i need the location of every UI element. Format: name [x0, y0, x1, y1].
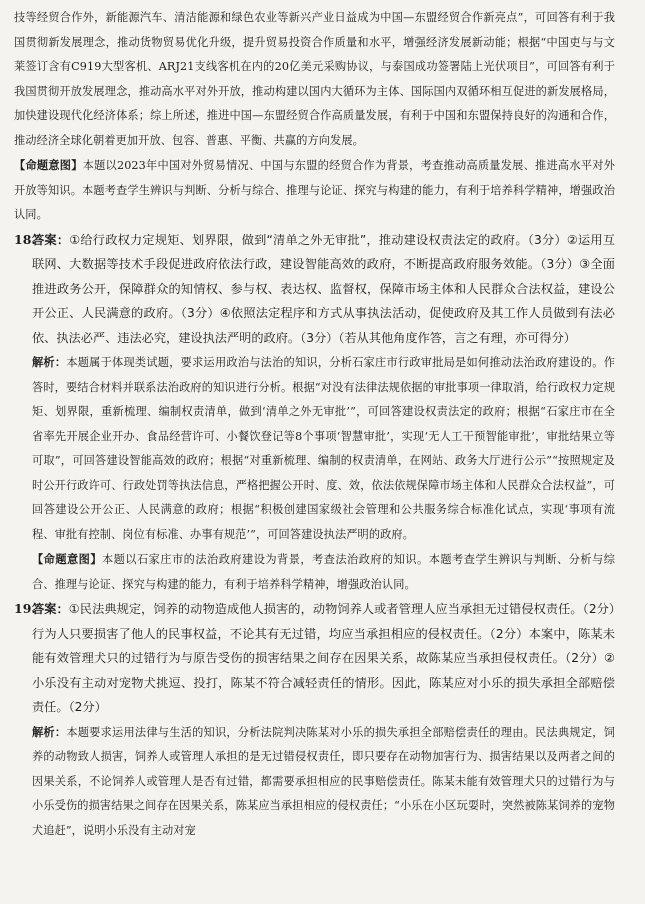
question-number: 19.	[14, 601, 36, 616]
analysis-19	[32, 720, 615, 844]
answer-label: 答案：	[32, 232, 70, 247]
analysis-text: 本题属于体现类试题，要求运用政治与法治的知识，分析石家庄市行政审批局是如何推动法治政府建设的。作答时，要结合材料并联系法治政府的知识进行分析。根据“对没有法律法规依据的审批事项一律取消，给行政权力定规矩、划界限，重新梳理、编制权责清单，做到‘清单之外无审批’”，可回答建设权责法定的政府；根据“石家庄市在全省率先开展企业开办、食品经营许可、小餐饮登记等8个事项‘智慧审批’，实现‘无人工干预智能审批’，审批结果立等可取”，可回答建设智能高效的政府；根据“对重新梳理、编制的权责清单，在网站、政务大厅进行公示”“按照规定及时公开行政许可、行政处罚等执法信息，严格把握公开时、度、效，依法依规保障市场主体和人民群众合法权益”，可回答建设公开公正、人民满意的政府；根据“积极创建国家级社会管理和公共服务综合标准化试点，实现‘事项有流程、审批有控制、岗位有标准、办事有规范’”，可回答建设执法严明的政府。	[32, 356, 615, 541]
intent-text: 本题以石家庄市的法治政府建设为背景，考查法治政府的知识。本题考查学生辨识与判断、分析与综合、推理与论证、探究与构建的能力，有利于培养科学精神，增强政治认同。	[32, 553, 615, 591]
answer-text: ①给行政权力定规矩、划界限，做到“清单之外无审批”，推动建设权责法定的政府。（3分）②运用互联网、大数据等技术手段促进政府依法行政，建设智能高效的政府，不断提高政府服务效能。（3分）③全面推进政务公开，保障群众的知情权、参与权、表达权、监督权，保障市场主体和人民群众合法权益，建设公开公正、人民满意的政府。（3分）④依照法定程序和方式从事执法活动，促使政府及其工作人员做到有法必依、执法必严、违法必究，建设执法严明的政府。（3分）（若从其他角度作答，言之有理，亦可得分）	[32, 232, 616, 345]
intent-label: 【命题意图】	[14, 158, 83, 172]
answer-text: ①民法典规定，饲养的动物造成他人损害的，动物饲养人或者管理人应当承担无过错侵权责任。（2分）行为人只要损害了他人的民事权益，不论其有无过错，均应当承担相应的侵权责任。（2分）本案中，陈某未能有效管理犬只的过错行为与原告受伤的损害结果之间存在因果关系，故陈某应当承担侵权责任。（2分）②小乐没有主动对宠物犬挑逗、投打，陈某不符合减轻责任的情形。因此，陈某应对小乐的损失承担全部赔偿责任。（2分）	[32, 602, 615, 714]
analysis-18	[32, 350, 615, 547]
question-18	[14, 228, 615, 598]
question-number: 18.	[14, 231, 36, 247]
intent-18	[32, 547, 615, 597]
analysis-text: 本题要求运用法律与生活的知识，分析法院判决陈某对小乐的损失承担全部赔偿责任的理由。民法典规定，饲养的动物致人损害，饲养人或管理人承担的是无过错侵权责任，即只要存在动物加害行为、损害结果以及两者之间的因果关系，不论饲养人或管理人是否有过错，都需要承担相应的民事赔偿责任。陈某未能有效管理犬只的过错行为与小乐受伤的损害结果之间存在因果关系，陈某应当承担相应的侵权责任；“小乐在小区玩耍时，突然被陈某饲养的宠物犬追赶”，说明小乐没有主动对宠	[32, 725, 615, 837]
analysis-label: 解析：	[32, 355, 67, 369]
answer-label: 答案：	[32, 602, 69, 616]
intro-intent	[14, 153, 615, 228]
intent-label: 【命题意图】	[32, 552, 103, 566]
answer-19	[32, 597, 615, 720]
intent-text: 本题以2023年中国对外贸易情况、中国与东盟的经贸合作为背景，考查推动高质量发展、推进高水平对外开放等知识。本题考查学生辨识与判断、分析与综合、推理与论证、探究与构建的能力，有利于培养科学精神，增强政治认同。	[14, 159, 615, 221]
analysis-label: 解析：	[32, 724, 67, 739]
answer-18	[32, 228, 615, 351]
question-19	[14, 597, 615, 843]
intro-paragraph: 技等经贸合作外，新能源汽车、清洁能源和绿色农业等新兴产业日益成为中国—东盟经贸合作新亮点”，可回答有利于我国贯彻新发展理念，推动货物贸易优化升级，提升贸易投资合作质量和水平，增强经济发展新动能；根据“中国吏与与文莱签订含有C919大型客机、ARJ21支线客机在内的20亿美元采购协议，与泰国成功签署陆上光伏项目”，可回答有利于我国贯彻开放发展理念，推动高水平对外开放，推动构建以国内大循环为主体、国际国内双循环相互促进的新发展格局，加快建设现代化经济体系；综上所述，推进中国—东盟经贸合作高质量发展，有利于中国和东盟保持良好的沟通和合作，推动经济全球化朝着更加开放、包容、普惠、平衡、共赢的方向发展。	[14, 11, 615, 147]
